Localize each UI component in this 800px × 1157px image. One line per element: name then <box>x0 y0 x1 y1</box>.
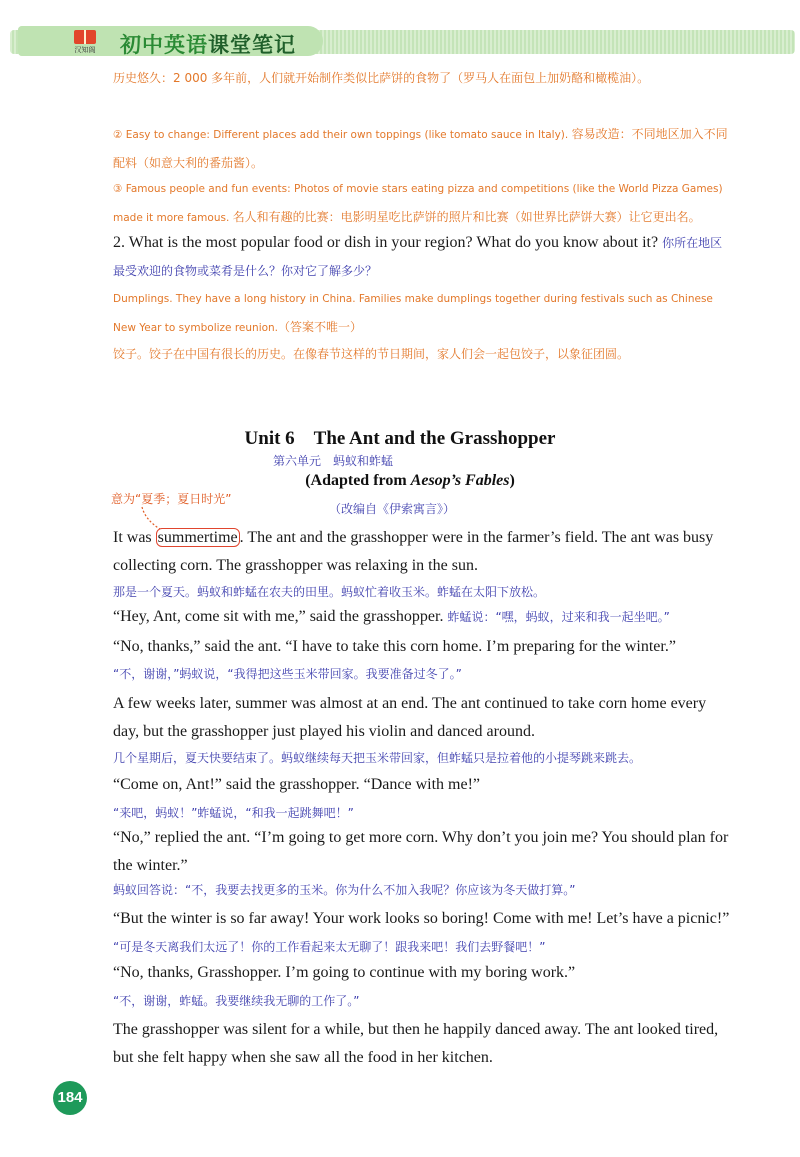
p2-cn: 蚱蜢说：“嘿，蚂蚁，过来和我一起坐吧。” <box>447 610 670 624</box>
note-easy-change-cn: 容易改造：不同地区加入不同配料（如意大利的番茄酱）。 <box>113 127 728 170</box>
note-famous-cn: 名人和有趣的比赛：电影明星吃比萨饼的照片和比赛（如世界比萨饼大赛）让它更出名。 <box>232 210 701 224</box>
vocab-note: 意为“夏季；夏日时光” <box>111 492 232 506</box>
p2-en: “Hey, Ant, come sit with me,” said the grasshopper. <box>113 608 444 625</box>
story-p8-cn: “不，谢谢，蚱蜢。我要继续我无聊的工作了。” <box>113 994 360 1008</box>
note-famous <box>113 175 733 232</box>
book-icon <box>74 30 96 44</box>
p7-en: “But the winter is so far away! Your work looks so boring! Come with me! Let’s have a picnic!” <box>113 910 730 927</box>
book-title-part1: 初中英语 <box>120 33 208 57</box>
p1-before: It was <box>113 529 156 546</box>
question-2-cn: 你所在地区最受欢迎的食物或菜肴是什么？你对它了解多少？ <box>113 236 723 278</box>
story-p1-cn: 那是一个夏天。蚂蚁和蚱蜢在农夫的田里。蚂蚁忙着收玉米。蚱蜢在太阳下放松。 <box>113 585 546 599</box>
unit-title-cn: 第六单元 蚂蚁和蚱蜢 <box>273 454 394 468</box>
adapted-from-cn: （改编自《伊索寓言》） <box>329 502 456 516</box>
note-easy-change-en: ② Easy to change: Different places add their own toppings (like tomato sauce in Italy). <box>113 129 569 141</box>
answer-note: （答案不唯一） <box>278 320 363 334</box>
story-p8: “No, thanks, Grasshopper. I’m going to continue with my boring work.” <box>113 964 576 981</box>
adapted-suffix: ) <box>509 472 515 489</box>
adapted-source: Aesop’s Fables <box>410 472 510 489</box>
p1-after: . The ant and the grasshopper were in the farmer’s field. The ant was busy collecting corn. The grasshopper was relaxing in the sun. <box>113 529 714 574</box>
story-p4-cn: 几个星期后，夏天快要结束了。蚂蚁继续每天把玉米带回家，但蚱蜢只是拉着他的小提琴跳来跳去。 <box>113 751 642 765</box>
adapted-from <box>0 472 800 490</box>
story-p4: A few weeks later, summer was almost at an end. The ant continued to take corn home every day, but the grasshopper just played his violin and danced around. <box>113 695 707 740</box>
question-2-answer <box>113 285 733 342</box>
answer-cn: 饺子。饺子在中国有很长的历史。在像春节这样的节日期间，家人们会一起包饺子，以象征团圆。 <box>113 347 630 361</box>
highlighted-word-summertime: summertime <box>157 529 238 546</box>
adapted-prefix: (Adapted from <box>305 472 411 489</box>
answer-en: Dumplings. They have a long history in China. Families make dumplings together during festivals such as Chinese New Year to symbolize reunion. <box>113 293 713 334</box>
page-header <box>0 0 800 60</box>
story-p3-cn: “不，谢谢，”蚂蚁说，“我得把这些玉米带回家。我要准备过冬了。” <box>113 667 462 681</box>
note-history: 历史悠久：2 000 多年前，人们就开始制作类似比萨饼的食物了（罗马人在面包上加奶酪和橄榄油）。 <box>113 71 650 85</box>
question-2 <box>113 229 733 285</box>
note-easy-change <box>113 120 733 178</box>
story-p5-cn: “来吧，蚂蚁！”蚱蜢说，“和我一起跳舞吧！” <box>113 806 354 820</box>
story-p2 <box>113 608 733 626</box>
book-title-part2: 课堂笔记 <box>208 33 296 57</box>
story-p5: “Come on, Ant!” said the grasshopper. “Dance with me!” <box>113 776 480 793</box>
book-title <box>120 29 296 59</box>
story-p6-cn: 蚂蚁回答说：“不，我要去找更多的玉米。你为什么不加入我呢？你应该为冬天做打算。” <box>113 883 576 897</box>
publisher-logo <box>70 30 100 58</box>
story-p6: “No,” replied the ant. “I’m going to get more corn. Why don’t you join me? You should plan for the winter.” <box>113 829 729 874</box>
story-p1 <box>113 524 733 580</box>
question-2-en: 2. What is the most popular food or dish in your region? What do you know about it? <box>113 234 659 251</box>
unit-title: Unit 6 The Ant and the Grasshopper <box>244 428 556 449</box>
story-p9: The grasshopper was silent for a while, but then he happily danced away. The ant looked tired, but she felt happy when she saw all the food in her kitchen. <box>113 1021 719 1066</box>
page-number: 184 <box>53 1081 87 1115</box>
story-p7 <box>113 905 733 961</box>
story-p3: “No, thanks,” said the ant. “I have to take this corn home. I’m preparing for the winter.” <box>113 638 676 655</box>
logo-text: 汉知阁 <box>74 46 96 54</box>
note-famous-en: ③ Famous people and fun events: Photos of movie stars eating pizza and competitions (like the World Pizza Games) made it more famous. <box>113 183 723 224</box>
p7-cn: “可是冬天离我们太远了！你的工作看起来太无聊了！跟我来吧！我们去野餐吧！” <box>113 940 546 954</box>
